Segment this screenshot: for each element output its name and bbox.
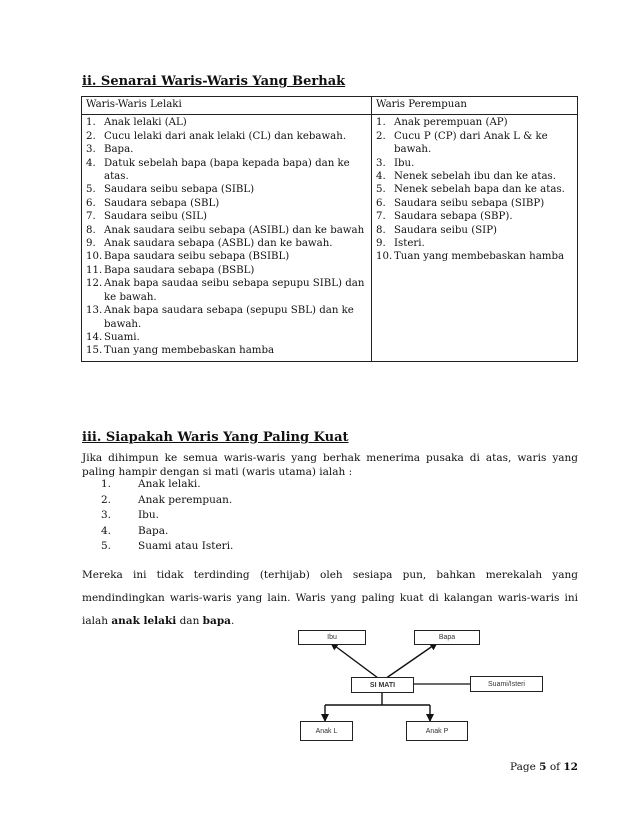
item-text: Anak bapa saudara sebapa (sepupu SBL) dan ke bawah. [104,305,354,330]
item-number: 11. [86,264,103,276]
item-number: 7. [86,211,96,223]
intro-paragraph: Jika dihimpun ke semua waris-waris yang berhak menerima pusaka di atas, waris yang paling hampir dengan si mati (waris utama) ialah : [82,452,578,478]
item-number: 4. [101,524,112,537]
item-number: 5. [376,184,386,196]
item-text: Bapa saudara seibu sebapa (BSIBL) [104,251,290,263]
male-heirs-header: Waris-Waris Lelaki [82,97,372,115]
item-number: 6. [376,197,386,209]
item-number: 14. [86,331,103,343]
item-text: Anak saudara seibu sebapa (ASIBL) dan ke bawah [104,224,365,236]
item-text: Tuan yang membebaskan hamba [394,251,565,263]
item-number: 3. [376,157,386,169]
item-text: Saudara seibu sebapa (SIBP) [394,197,545,209]
page-total: 12 [563,761,578,773]
box-anak-l: Anak L [300,721,353,741]
item-text: Anak lelaki (AL) [104,117,187,129]
item-text: Anak lelaki. [138,478,201,490]
page-of: of [546,761,564,773]
item-number: 1. [376,117,386,129]
item-number: 15. [86,345,103,357]
item-text: Anak perempuan. [138,493,233,506]
item-number: 1. [101,478,112,490]
arrow-to-bapa [382,643,437,681]
item-number: 1. [86,117,96,129]
item-text: Anak perempuan (AP) [394,117,508,129]
item-number: 2. [376,130,386,142]
conclusion-bold-bapa: bapa [202,615,231,627]
item-number: 3. [86,144,96,156]
item-number: 9. [86,238,96,250]
box-si-mati: SI MATI [351,677,414,693]
item-text: Datuk sebelah bapa (bapa kepada bapa) dan ke atas. [104,157,350,183]
box-anak-p: Anak P [406,721,468,741]
page-current: 5 [539,761,547,773]
item-number: 13. [86,305,103,317]
box-suami-isteri: Suami/Isteri [470,676,543,692]
item-number: 4. [376,171,386,183]
conclusion-bold-anak-lelaki: anak lelaki [111,615,177,627]
item-number: 10. [376,251,393,263]
item-text: Bapa saudara sebapa (BSBL) [104,264,255,276]
item-text: Bapa. [104,144,134,156]
box-ibu: Ibu [298,630,366,645]
item-text: Saudara seibu sebapa (SIBL) [104,184,255,196]
item-text: Anak bapa saudaa seibu sebapa sepupu SIBL) dan ke bawah. [104,278,365,303]
item-number: 9. [376,238,386,250]
item-text: Suami atau Isteri. [138,540,234,552]
item-number: 2. [101,493,112,506]
item-text: Cucu lelaki dari anak lelaki (CL) dan kebawah. [104,130,347,142]
item-text: Bapa. [138,524,169,537]
item-number: 3. [101,509,112,521]
item-number: 4. [86,157,96,169]
page-number [510,761,578,773]
item-text: Suami. [104,331,140,343]
conclusion-end: . [230,615,235,627]
item-text: Ibu. [138,509,159,521]
item-number: 6. [86,197,96,209]
item-number: 12. [86,278,103,290]
item-text: Ibu. [394,157,415,169]
item-text: Nenek sebelah ibu dan ke atas. [394,171,557,183]
item-text: Anak saudara sebapa (ASBL) dan ke bawah. [104,238,333,250]
item-text: Tuan yang membebaskan hamba [104,345,275,357]
item-text: Saudara sebapa (SBP). [394,211,513,223]
item-text: Saudara sebapa (SBL) [104,197,220,209]
item-number: 10. [86,251,103,263]
box-bapa: Bapa [414,630,480,645]
item-number: 5. [101,540,112,552]
item-text: Cucu P (CP) dari Anak L & ke bawah. [394,130,548,156]
section-ii-title: ii. Senarai Waris-Waris Yang Berhak [82,74,346,89]
item-number: 7. [376,211,386,223]
item-number: 2. [86,130,96,142]
page-prefix: Page [510,761,540,773]
item-text: Isteri. [394,238,425,250]
female-heirs-header: Waris Perempuan [372,97,578,115]
item-text: Nenek sebelah bapa dan ke atas. [394,184,565,196]
section-iii-title: iii. Siapakah Waris Yang Paling Kuat [82,430,349,445]
item-number: 5. [86,184,96,196]
item-number: 8. [86,224,96,236]
arrow-to-ibu [331,643,382,681]
conclusion-joiner: dan [176,615,203,627]
item-text: Saudara seibu (SIP) [394,224,498,236]
conclusion-text: Mereka ini tidak terdinding (terhijab) oleh sesiapa pun, bahkan merekalah yang mendindingkan waris-waris yang lain. Waris yang paling kuat di kalangan waris-waris ini ialah [82,569,578,627]
item-number: 8. [376,224,386,236]
item-text: Saudara seibu (SIL) [104,211,207,223]
